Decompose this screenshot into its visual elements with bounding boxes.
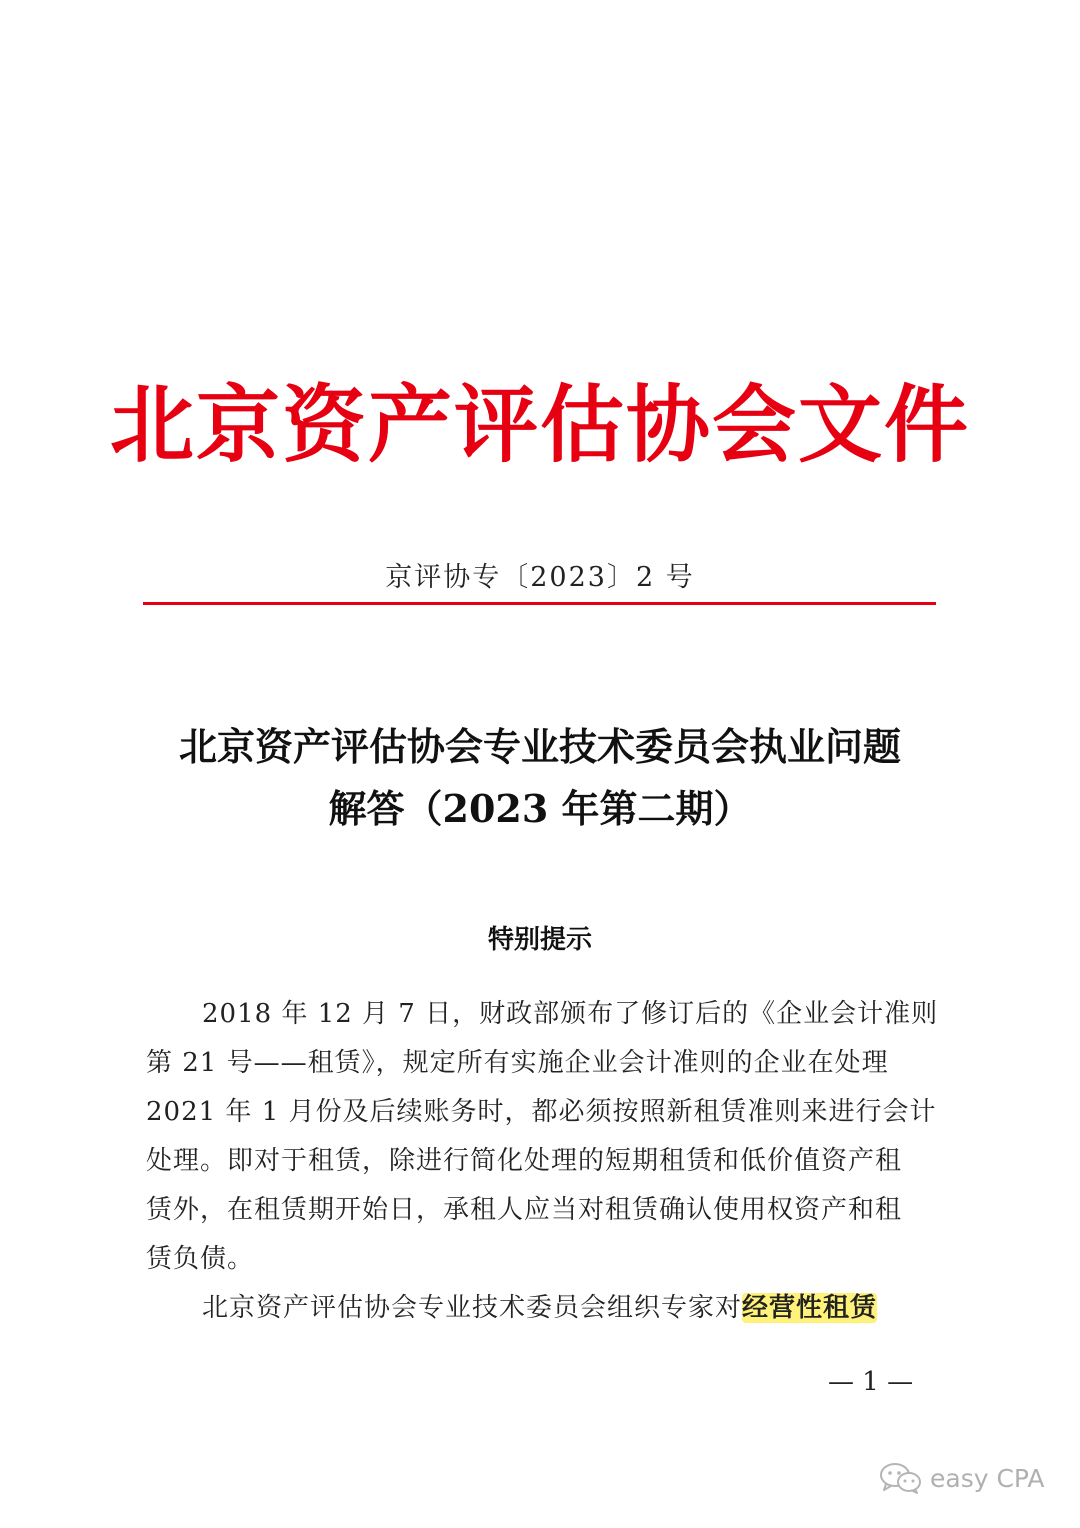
document-title-line-2: 解答（2023 年第二期） xyxy=(328,786,752,831)
watermark-text: easy CPA xyxy=(930,1463,1045,1493)
paragraph-line: 处理。即对于租赁，除进行简化处理的短期租赁和低价值资产租 xyxy=(146,1146,903,1176)
paragraph-line: 2018 年 12 月 7 日，财政部颁布了修订后的《企业会计准则 xyxy=(202,999,939,1029)
red-divider xyxy=(143,602,936,605)
doc-number: 京评协专〔2023〕2 号 xyxy=(385,562,695,593)
paragraph-text: 北京资产评估协会专业技术委员会组织专家对 xyxy=(202,1293,743,1323)
highlighted-term: 经营性租赁 xyxy=(742,1293,878,1323)
paragraph-notice xyxy=(146,990,946,1284)
paragraph-committee xyxy=(146,1284,946,1333)
org-file-title: 北京资产评估协会文件 xyxy=(109,375,970,474)
paragraph-line xyxy=(146,1284,946,1333)
document-title xyxy=(0,716,1080,840)
section-heading: 特别提示 xyxy=(487,925,592,955)
wechat-icon xyxy=(878,1461,922,1495)
paragraph-line: 赁外，在租赁期开始日，承租人应当对租赁确认使用权资产和租 xyxy=(146,1195,903,1225)
paragraph-line: 赁负债。 xyxy=(146,1244,255,1274)
paragraph-line: 2021 年 1 月份及后续账务时，都必须按照新租赁准则来进行会计 xyxy=(146,1097,937,1127)
document-title-line-1: 北京资产评估协会专业技术委员会执业问题 xyxy=(178,724,901,769)
page-number: — 1 — xyxy=(828,1367,914,1397)
watermark xyxy=(878,1458,1045,1498)
paragraph-line: 第 21 号——租赁》，规定所有实施企业会计准则的企业在处理 xyxy=(146,1048,889,1078)
